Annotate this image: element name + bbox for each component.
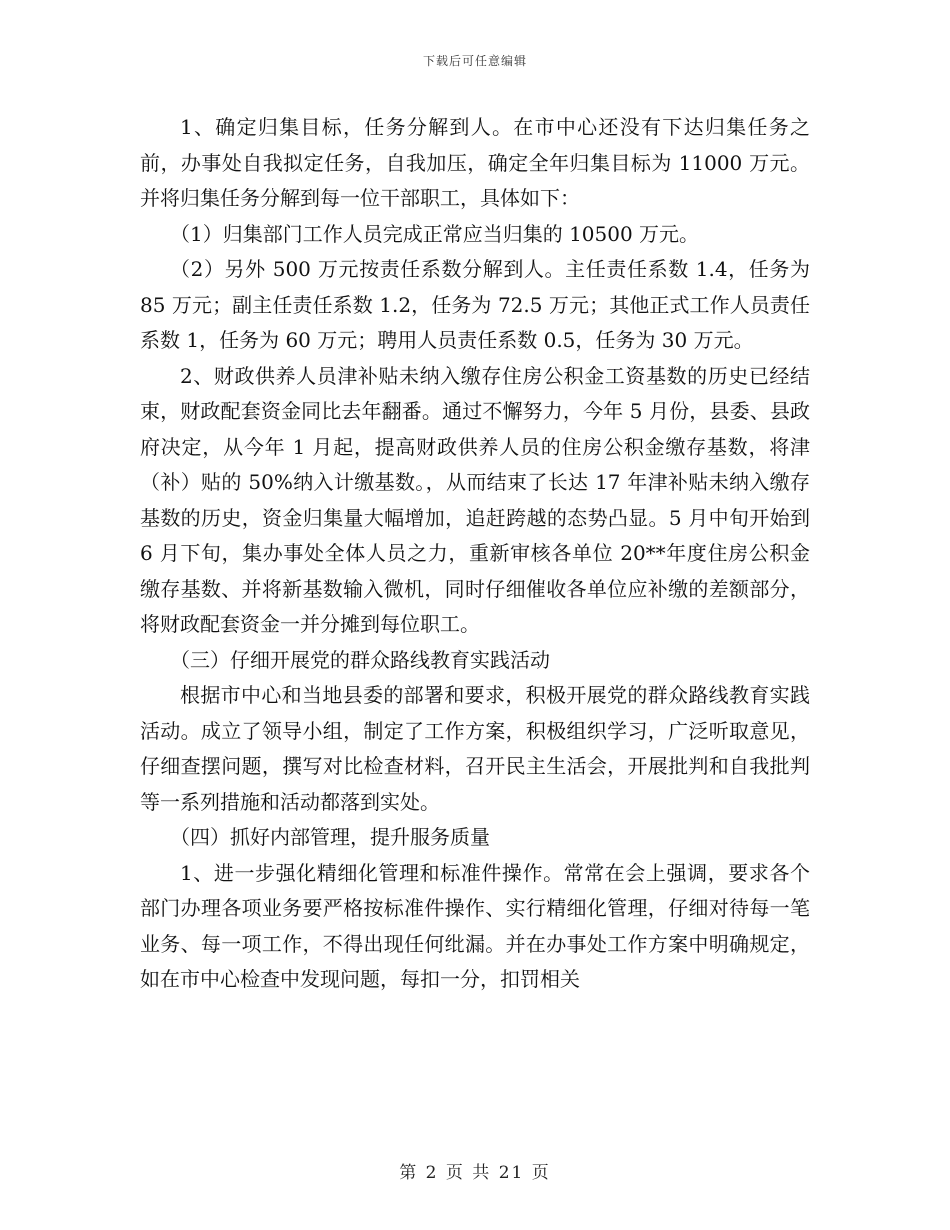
section-heading-4: （四）抓好内部管理，提升服务质量 [170,825,490,849]
page-number: 第 2 页 共 21 页 [399,1163,551,1183]
document-body [140,110,810,998]
paragraph-fiscal-subsidy: 2、财政供养人员津补贴未纳入缴存住房公积金工资基数的历史已经结束，财政配套资金同比去年翻番。通过不懈努力，今年 5 月份，县委、县政府决定，从今年 1 月起，提高财政供养人员的住房公积金缴存基数，将津（补）贴的 50%纳入计缴基数。，从而结束了长达 17 年津补贴未纳入缴存基数的历史，资金归集量大幅增加，追赶跨越的态势凸显。5 月中旬开始到 6 月下旬，集办事处全体人员之力，重新审核各单位 20**年度住房公积金缴存基数、并将新基数输入微机，同时仔细催收各单位应补缴的差额部分，将财政配套资金一并分摊到每位职工。 [140,363,810,636]
page-header: 下载后可任意编辑 [422,54,527,68]
paragraph-item-2: （2）另外 500 万元按责任系数分解到人。主任责任系数 1.4，任务为 85 万元；副主任责任系数 1.2，任务为 72.5 万元；其他正式工作人员责任系数 1，任务为 60 万元；聘用人员责任系数 0.5，任务为 30 万元。 [140,257,810,352]
section-heading-3: （三）仔细开展党的群众路线教育实践活动 [170,647,550,672]
paragraph-target-setting: 1、确定归集目标，任务分解到人。在市中心还没有下达归集任务之前，办事处自我拟定任务，自我加压，确定全年归集目标为 11000 万元。并将归集任务分解到每一位干部职工，具体如下： [140,115,810,210]
paragraph-mass-line: 根据市中心和当地县委的部署和要求，积极开展党的群众路线教育实践活动。成立了领导小组，制定了工作方案，积极组织学习，广泛听取意见，仔细查摆问题，撰写对比检查材料，召开民主生活会，开展批判和自我批判等一系列措施和活动都落到实处。 [140,683,810,814]
paragraph-internal-management: 1、进一步强化精细化管理和标准件操作。常常在会上强调，要求各个部门办理各项业务要严格按标准件操作、实行精细化管理，仔细对待每一笔业务、每一项工作，不得出现任何纰漏。并在办事处工作方案中明确规定，如在市中心检查中发现问题，每扣一分，扣罚相关 [140,860,810,991]
paragraph-item-1: （1）归集部门工作人员完成正常应当归集的 10500 万元。 [170,221,700,246]
